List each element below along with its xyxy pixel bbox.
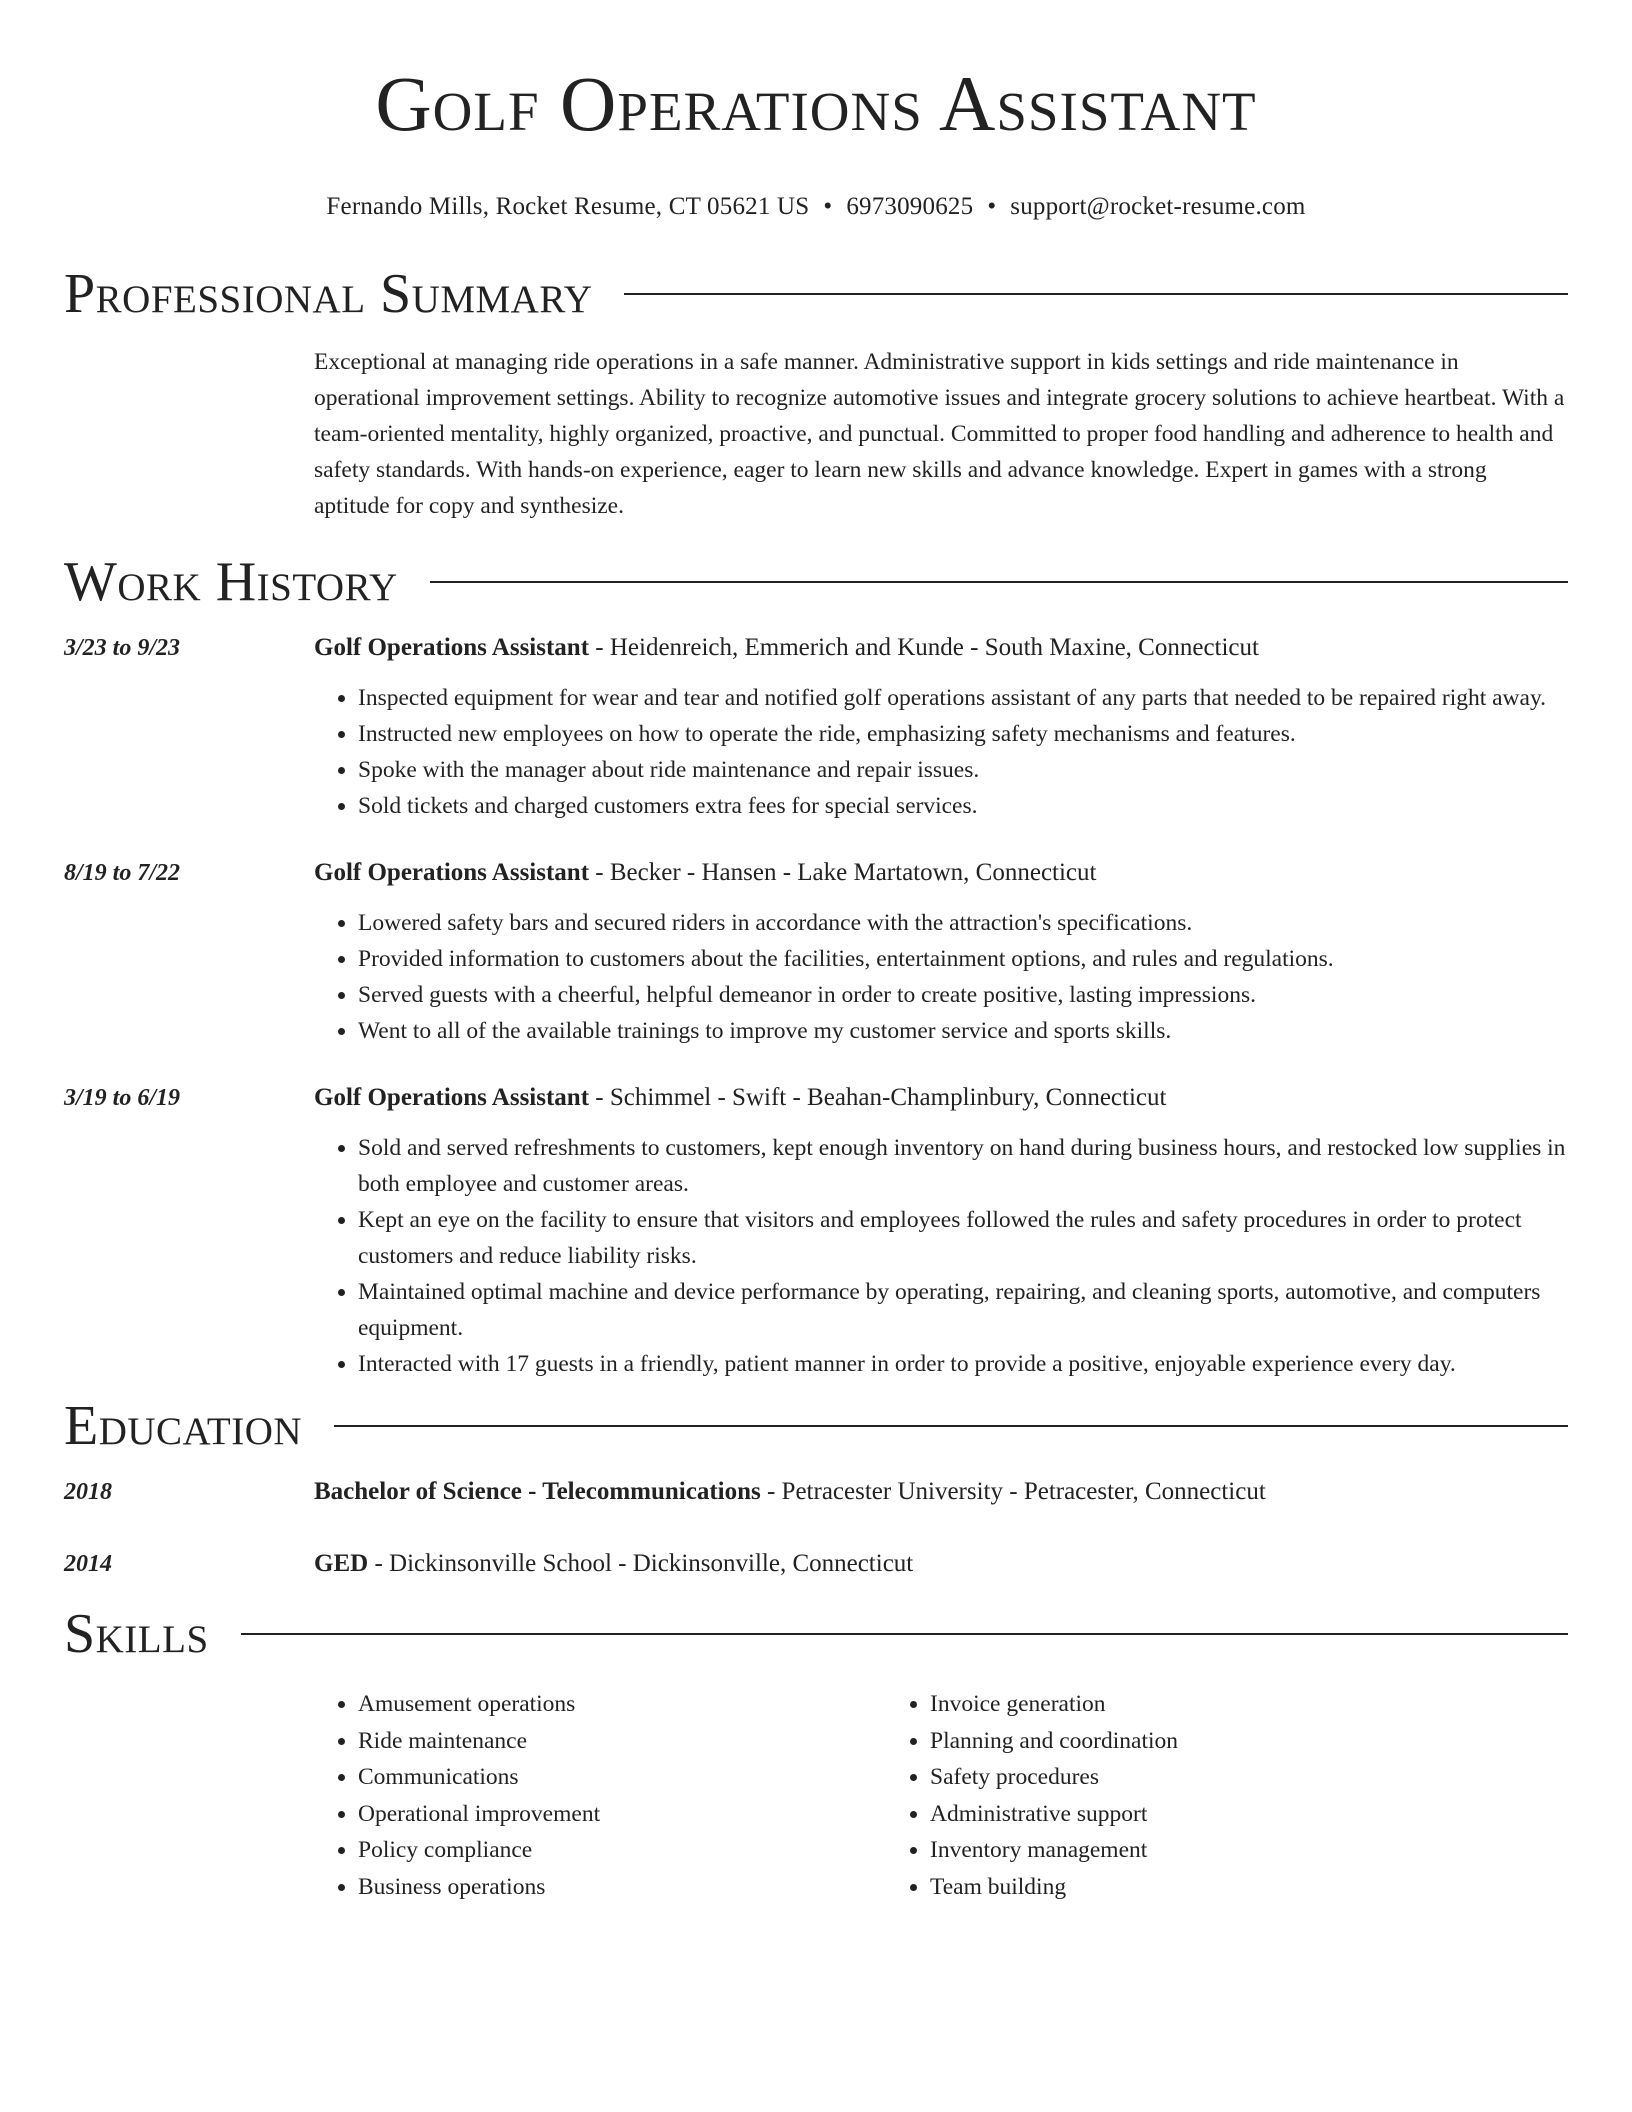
job-bullet: • Sold and served refreshments to customers, kept enough inventory on hand during business hours, and restocked low supplies in both employee and customer areas. xyxy=(358,1130,1568,1202)
job-dates: 3/19 to 6/19 xyxy=(64,1085,181,1111)
job-entry xyxy=(64,630,1568,824)
job-title: Golf Operations Assistant xyxy=(314,859,590,886)
job-bullet: • Lowered safety bars and secured riders in accordance with the attraction's specifications. xyxy=(358,905,1568,941)
skill-item: • Administrative support xyxy=(930,1796,1458,1833)
education-heading-line xyxy=(314,1546,1568,1582)
section-divider xyxy=(334,1425,1568,1427)
job-bullet: • Instructed new employees on how to operate the ride, emphasizing safety mechanisms and features. xyxy=(358,716,1568,752)
summary-text: Exceptional at managing ride operations in a safe manner. Administrative support in kids settings and ride maintenance in operational improvement settings. Ability to recognize automotive issues and integrate grocery solutions to achieve heartbeat. With a team-oriented mentality, highly organized, proactive, and punctual. Committed to proper food handling and adherence to health and safety standards. With hands-on experience, eager to learn new skills and advance knowledge. Expert in games with a strong aptitude for copy and synthesize. xyxy=(314,349,1565,519)
skill-item: • Safety procedures xyxy=(930,1759,1458,1796)
skills-row xyxy=(64,1664,1568,1905)
job-heading xyxy=(314,855,1568,891)
work-section-header xyxy=(64,552,1568,612)
skill-item: • Operational improvement xyxy=(358,1796,886,1833)
job-bullet: • Served guests with a cheerful, helpful demeanor in order to create positive, lasting impressions. xyxy=(358,977,1568,1013)
job-entry xyxy=(64,855,1568,1049)
job-bullet: • Interacted with 17 guests in a friendly, patient manner in order to provide a positive, enjoyable experience every day. xyxy=(358,1346,1568,1382)
contact-email: support@rocket-resume.com xyxy=(1010,193,1306,220)
skill-item: • Team building xyxy=(930,1869,1458,1906)
skills-list-right xyxy=(886,1686,1458,1905)
education-heading: Education xyxy=(64,1395,303,1457)
contact-separator: • xyxy=(823,193,833,220)
education-heading-line xyxy=(314,1474,1568,1510)
job-dates: 3/23 to 9/23 xyxy=(64,635,181,661)
job-bullets xyxy=(314,905,1568,1049)
job-details: - Heidenreich, Emmerich and Kunde - South Maxine, Connecticut xyxy=(589,634,1259,661)
education-year: 2014 xyxy=(64,1551,112,1577)
skill-item: • Ride maintenance xyxy=(358,1723,886,1760)
skill-item: • Amusement operations xyxy=(358,1686,886,1723)
job-heading xyxy=(314,630,1568,666)
job-details: - Becker - Hansen - Lake Martatown, Connecticut xyxy=(589,859,1097,886)
section-divider xyxy=(430,581,1568,583)
education-section-header xyxy=(64,1396,1568,1456)
education-degree: Bachelor of Science - Telecommunications xyxy=(314,1478,761,1505)
skill-item: • Policy compliance xyxy=(358,1832,886,1869)
job-bullet: • Kept an eye on the facility to ensure that visitors and employees followed the rules and safety procedures in order to protect customers and reduce liability risks. xyxy=(358,1202,1568,1274)
education-details: - Petracester University - Petracester, Connecticut xyxy=(760,1478,1266,1505)
job-bullet: • Provided information to customers about the facilities, entertainment options, and rules and regulations. xyxy=(358,941,1568,977)
skill-item: • Invoice generation xyxy=(930,1686,1458,1723)
work-heading: Work History xyxy=(64,551,398,613)
resume-title: Golf Operations Assistant xyxy=(375,60,1257,147)
skills-section-header xyxy=(64,1604,1568,1664)
summary-heading: Professional Summary xyxy=(64,263,593,325)
contact-address: Fernando Mills, Rocket Resume, CT 05621 US xyxy=(326,193,810,220)
skill-item: • Planning and coordination xyxy=(930,1723,1458,1760)
skills-heading: Skills xyxy=(64,1603,209,1665)
job-bullets xyxy=(314,680,1568,824)
summary-row xyxy=(64,324,1568,524)
section-divider xyxy=(241,1633,1568,1635)
skills-columns xyxy=(314,1686,1568,1905)
job-bullet: • Maintained optimal machine and device performance by operating, repairing, and cleaning sports, automotive, and computers equipment. xyxy=(358,1274,1568,1346)
job-bullet: • Sold tickets and charged customers extra fees for special services. xyxy=(358,788,1568,824)
job-bullet: • Spoke with the manager about ride maintenance and repair issues. xyxy=(358,752,1568,788)
job-dates: 8/19 to 7/22 xyxy=(64,860,181,886)
skill-item: • Inventory management xyxy=(930,1832,1458,1869)
contact-separator: • xyxy=(987,193,997,220)
job-title: Golf Operations Assistant xyxy=(314,634,590,661)
education-degree: GED xyxy=(314,1550,369,1577)
contact-line xyxy=(64,192,1568,222)
summary-section-header xyxy=(64,264,1568,324)
job-bullets xyxy=(314,1130,1568,1382)
job-bullet: • Went to all of the available trainings to improve my customer service and sports skills. xyxy=(358,1013,1568,1049)
job-details: - Schimmel - Swift - Beahan-Champlinbury, Connecticut xyxy=(589,1084,1167,1111)
job-heading xyxy=(314,1080,1568,1116)
job-bullet: • Inspected equipment for wear and tear and notified golf operations assistant of any parts that needed to be repaired right away. xyxy=(358,680,1568,716)
job-title: Golf Operations Assistant xyxy=(314,1084,590,1111)
skills-list-left xyxy=(314,1686,886,1905)
skill-item: • Business operations xyxy=(358,1869,886,1906)
education-details: - Dickinsonville School - Dickinsonville, Connecticut xyxy=(368,1550,914,1577)
education-year: 2018 xyxy=(64,1479,112,1505)
job-entry xyxy=(64,1080,1568,1382)
skill-item: • Communications xyxy=(358,1759,886,1796)
education-entry xyxy=(64,1546,1568,1582)
section-divider xyxy=(624,293,1568,295)
education-entry xyxy=(64,1474,1568,1510)
contact-phone: 6973090625 xyxy=(846,193,974,220)
